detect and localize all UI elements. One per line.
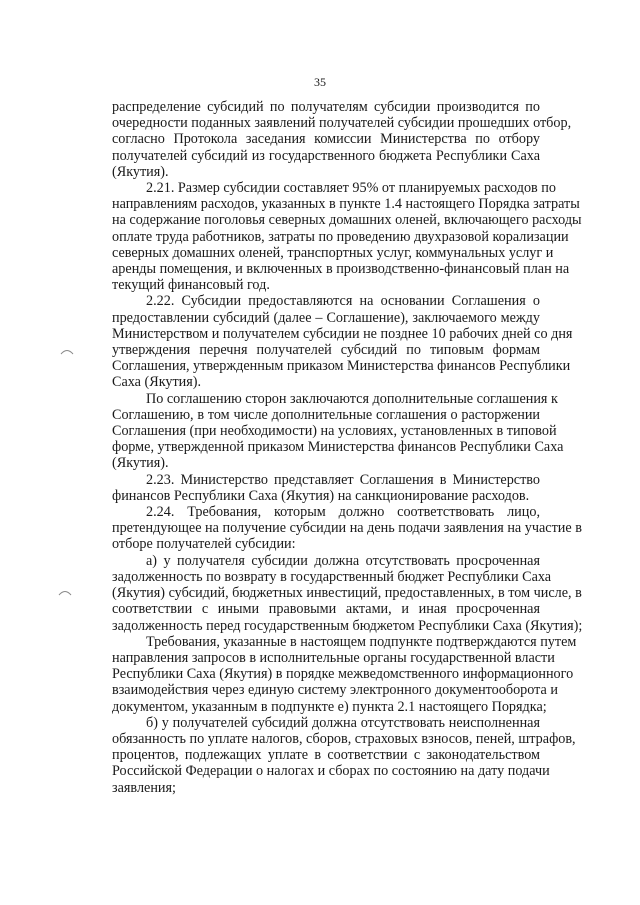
text-line: 2.24. Требования, которым должно соответствовать лицо, xyxy=(146,504,540,521)
text-line: (Якутия). xyxy=(112,163,169,180)
text-line: утверждения перечня получателей субсидий по типовым формам xyxy=(112,342,540,359)
text-line: текущий финансовый год. xyxy=(112,277,270,294)
text-line: северных домашних оленей, транспортных услуг, коммунальных услуг и xyxy=(112,244,554,261)
text-line: документом, указанным в подпункте е) пункта 2.1 настоящего Порядка; xyxy=(112,698,547,715)
text-line: (Якутия). xyxy=(112,455,169,472)
paragraph xyxy=(112,633,577,715)
paragraph xyxy=(112,180,582,294)
text-line: на содержание поголовья северных домашних оленей, включающего расходы xyxy=(112,212,582,229)
text-line: распределение субсидий по получателям субсидии производится по xyxy=(112,99,540,115)
text-line: Соглашения, утвержденным приказом Министерства финансов Республики xyxy=(112,358,571,375)
text-line: форме, утвержденной приказом Министерства финансов Республики Саха xyxy=(112,439,564,456)
text-line: процентов, подлежащих уплате в соответствии с законодательством xyxy=(112,747,540,764)
text-line: направлениям расходов, указанных в пункте 1.4 настоящего Порядка затраты xyxy=(112,196,580,213)
paragraph xyxy=(112,714,576,796)
text-line: Соглашения (при необходимости) на условиях, установленных в типовой xyxy=(112,423,557,440)
paragraph xyxy=(112,472,540,504)
text-line: Министерством и получателем субсидии не позднее 10 рабочих дней со дня xyxy=(112,325,573,342)
text-line: обязанность по уплате налогов, сборов, страховых взносов, пеней, штрафов, xyxy=(112,730,576,747)
text-line: отборе получателей субсидии: xyxy=(112,536,296,553)
paragraph xyxy=(112,99,572,180)
text-line: оплате труда работников, затраты по проведению двухразовой корализации xyxy=(112,228,569,245)
text-line: б) у получателей субсидий должна отсутствовать неисполненная xyxy=(146,714,540,731)
binding-hole-mark xyxy=(58,588,72,596)
paragraph xyxy=(112,504,582,553)
text-line: Саха (Якутия). xyxy=(112,374,202,391)
text-line: очередности поданных заявлений получателей субсидии прошедших отбор, xyxy=(112,115,572,132)
text-line: задолженность по возврату в государственный бюджет Республики Саха xyxy=(112,568,552,585)
paragraph xyxy=(112,390,564,472)
text-line: соответствии с иными правовыми актами, и иная просроченная xyxy=(112,601,540,618)
text-line: 2.23. Министерство представляет Соглашения в Министерство xyxy=(146,471,540,488)
text-line: согласно Протокола заседания комиссии Министерства по отбору xyxy=(112,131,540,148)
text-line: финансов Республики Саха (Якутия) на санкционирование расходов. xyxy=(112,487,530,504)
text-line: 2.22. Субсидии предоставляются на основании Соглашения о xyxy=(146,293,540,310)
text-line: направления запросов в исполнительные органы государственной власти xyxy=(112,649,555,666)
text-line: Республики Саха (Якутия) в порядке межведомственного информационного xyxy=(112,666,574,683)
text-line: заявления; xyxy=(112,779,176,796)
text-line: взаимодействия через единую систему электронного документооборота и xyxy=(112,682,558,699)
text-line: 2.21. Размер субсидии составляет 95% от планируемых расходов по xyxy=(146,180,556,197)
page-number: 35 xyxy=(314,75,326,89)
text-line: получателей субсидий из государственного бюджета Республики Саха xyxy=(112,147,540,164)
binding-hole-mark xyxy=(60,347,74,355)
text-line: задолженность перед государственным бюджетом Республики Саха (Якутия); xyxy=(112,617,583,634)
text-line: Требования, указанные в настоящем подпункте подтверждаются путем xyxy=(146,633,577,650)
text-line: (Якутия) субсидий, бюджетных инвестиций, предоставленных, в том числе, в xyxy=(112,585,582,602)
paragraph xyxy=(112,552,583,634)
text-line: Соглашению, в том числе дополнительные соглашения о расторжении xyxy=(112,406,540,423)
text-line: претендующее на получение субсидии на день подачи заявления на участие в xyxy=(112,520,582,537)
text-line: По соглашению сторон заключаются дополнительные соглашения к xyxy=(146,390,558,407)
text-line: а) у получателя субсидии должна отсутствовать просроченная xyxy=(146,552,540,569)
text-line: предоставлении субсидий (далее – Соглашение), заключаемого между xyxy=(112,309,540,326)
text-line: аренды помещения, и включенных в производственно-финансовый план на xyxy=(112,261,570,278)
document-body xyxy=(112,99,583,796)
paragraph xyxy=(112,293,573,391)
text-line: Российской Федерации о налогах и сборах по состоянию на дату подачи xyxy=(112,763,550,780)
